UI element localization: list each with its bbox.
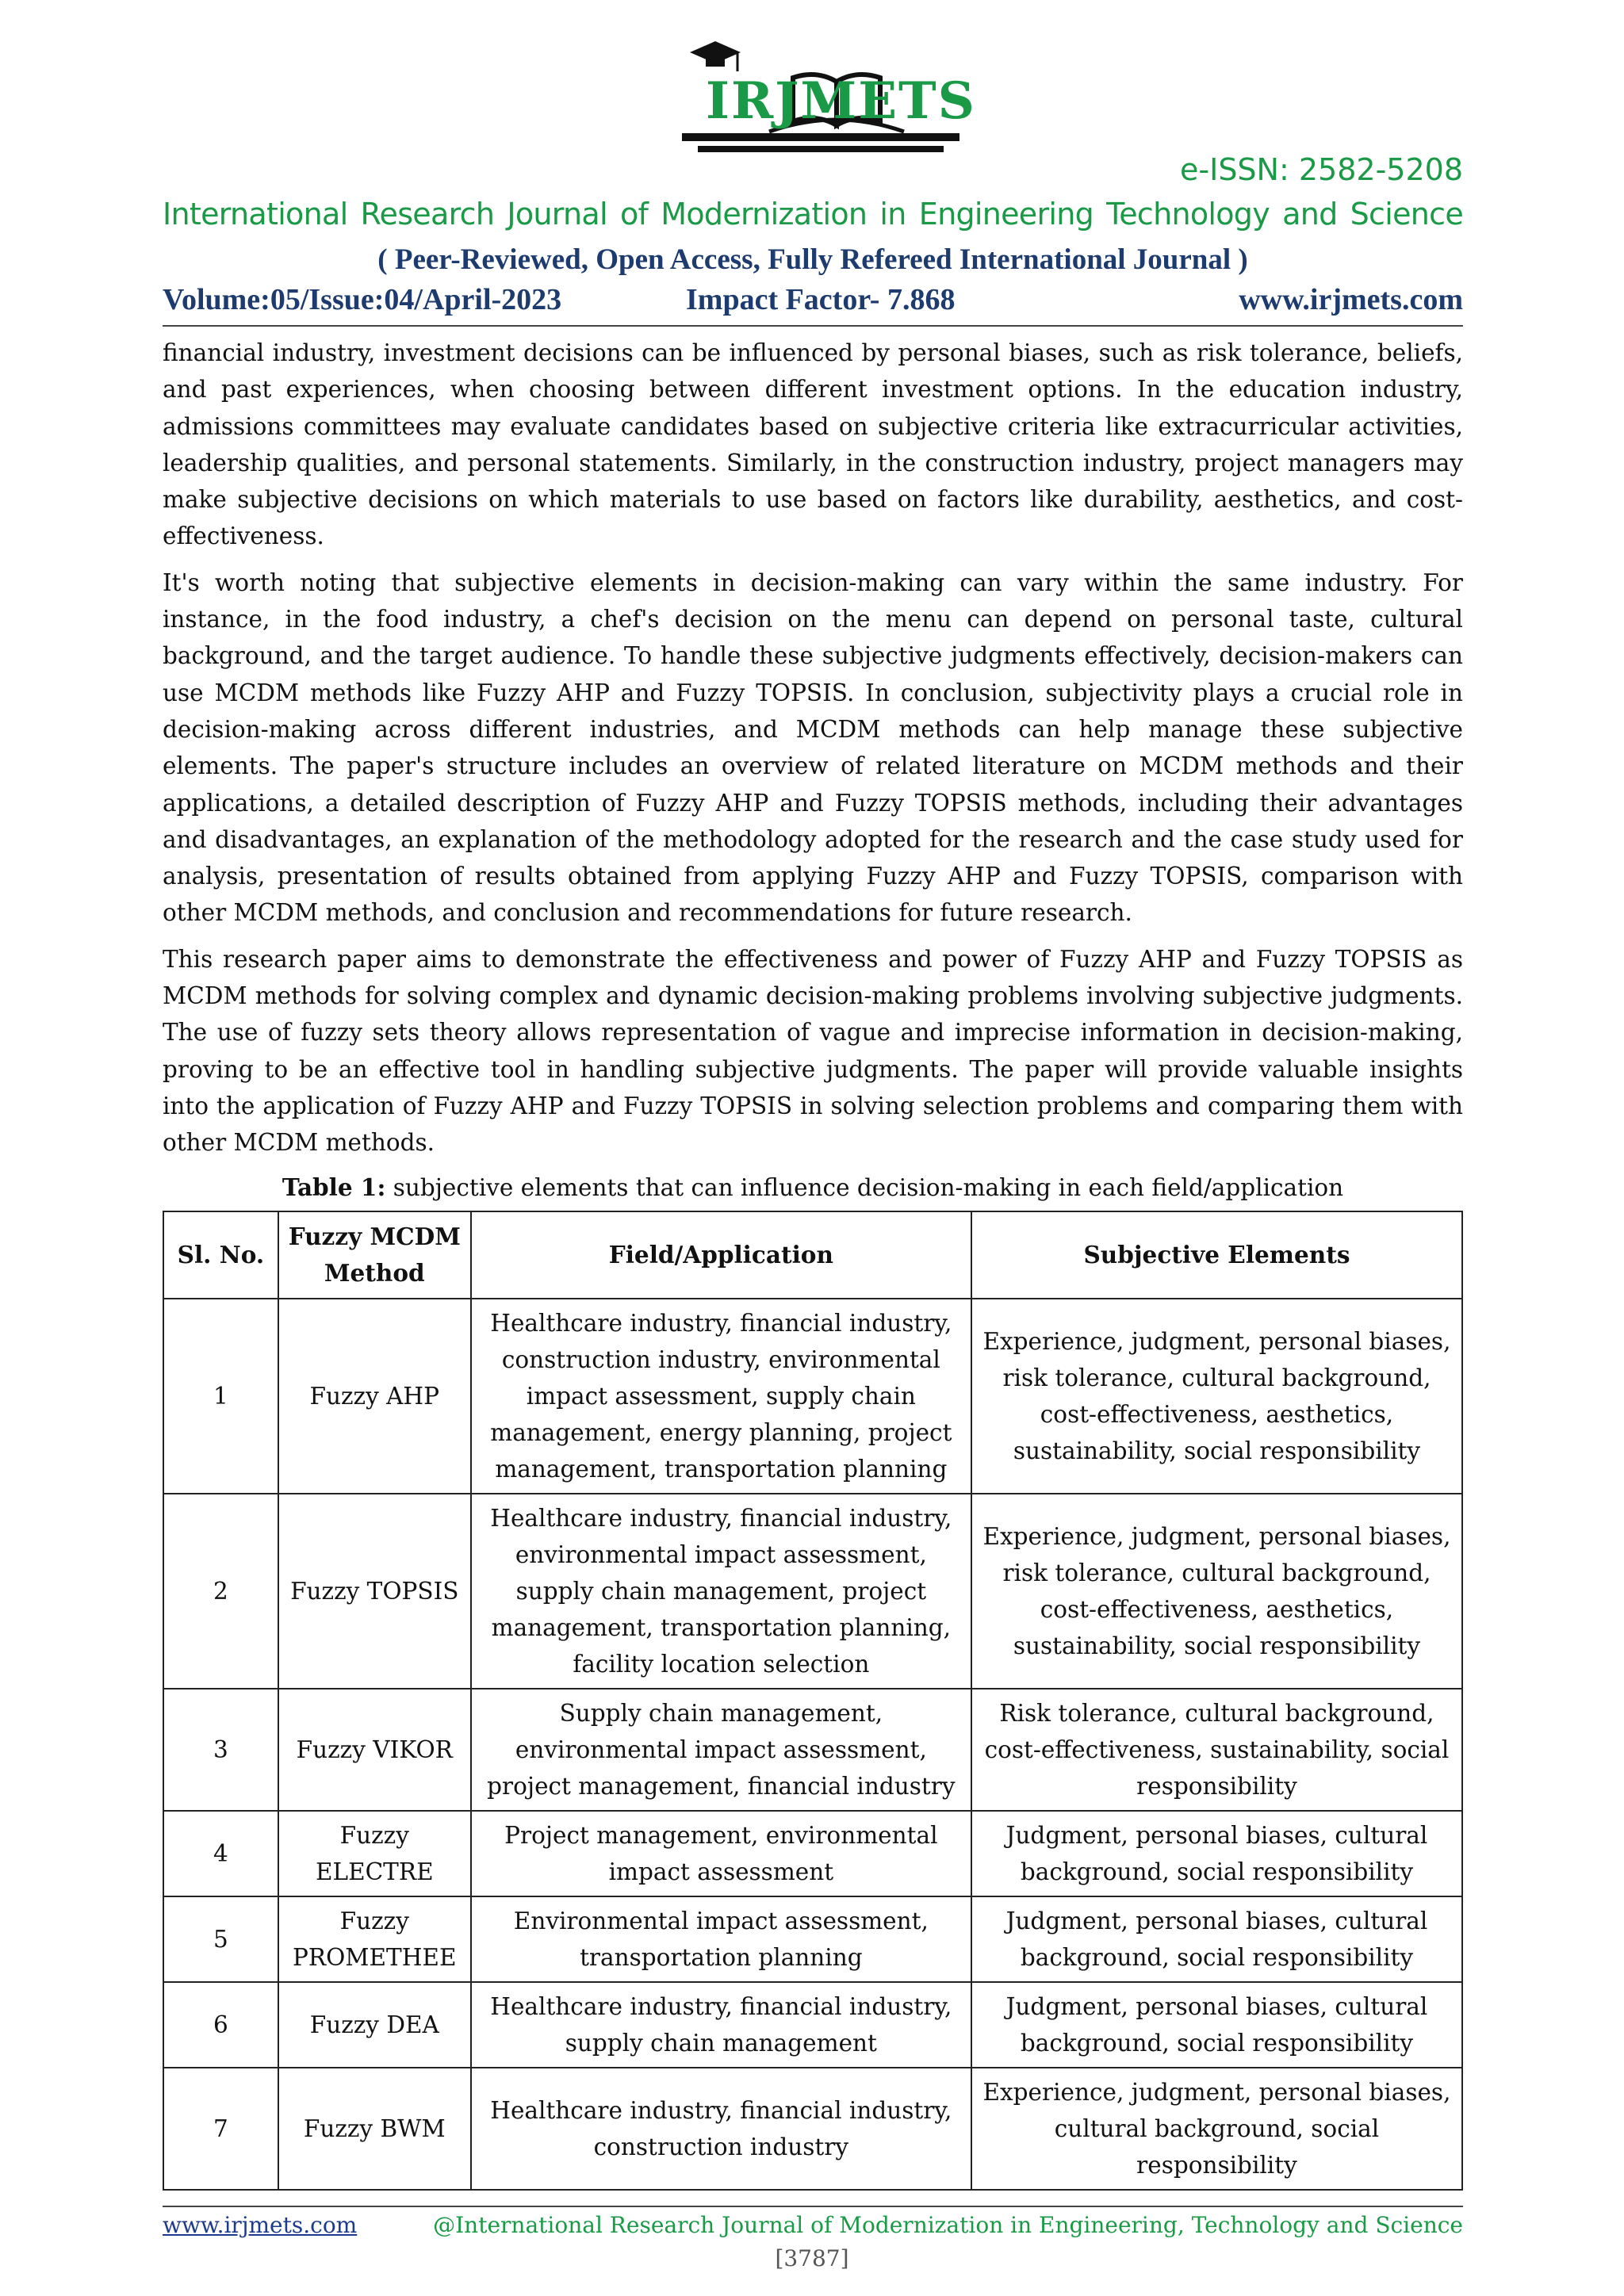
footer-copyright: @International Research Journal of Modernization in Engineering, Technology and Science [433,2212,1463,2238]
table-caption-text: subjective elements that can influence decision-making in each field/application [385,1173,1344,1201]
table-caption [163,1171,1463,1204]
journal-logo [674,30,976,173]
cell-method: Fuzzy PROMETHEE [278,1896,471,1982]
journal-title: International Research Journal of Modernization in Engineering Technology and Science [163,197,1463,232]
header-method: Fuzzy MCDM Method [278,1211,471,1299]
table-row [163,1896,1462,1982]
footer-website-link[interactable]: www.irjmets.com [163,2212,358,2238]
cell-sl-no: 4 [163,1811,278,1896]
cell-sl-no: 2 [163,1494,278,1689]
logo-text: IRJMETS [706,71,976,131]
paragraph: This research paper aims to demonstrate the effectiveness and power of Fuzzy AHP and Fuzzy TOPSIS as MCDM methods for solving complex and dynamic decision-making problems involving subjective judgments. The use of fuzzy sets theory allows representation of vague and imprecise information in decision-making, proving to be an effective tool in handling subjective judgments. The paper will provide valuable insights into the application of Fuzzy AHP and Fuzzy TOPSIS in solving selection problems and comparing them with other MCDM methods. [163,945,1463,1157]
cell-subjective: Judgment, personal biases, cultural background, social responsibility [971,1811,1462,1896]
cell-field: Supply chain management, environmental impact assessment, project management, financial industry [471,1689,971,1811]
cell-sl-no: 1 [163,1299,278,1494]
table-row [163,1299,1462,1494]
peer-review-line: ( Peer-Reviewed, Open Access, Fully Refereed International Journal ) [377,243,1248,276]
header-field: Field/Application [471,1211,971,1299]
cell-field: Healthcare industry, financial industry, environmental impact assessment, supply chain management, project management, transportation planning, facility location selection [471,1494,971,1689]
table-row [163,1982,1462,2068]
eissn: e-ISSN: 2582-5208 [1180,152,1463,187]
subjective-elements-table [163,1211,1463,2191]
volume-issue: Volume:05/Issue:04/April-2023 [163,283,562,316]
paragraph: It's worth noting that subjective elements in decision-making can vary within the same industry. For instance, in the food industry, a chef's decision on the menu can depend on personal taste, cultural background, and the target audience. To handle these subjective judgments effectively, decision-makers can use MCDM methods like Fuzzy AHP and Fuzzy TOPSIS. In conclusion, subjectivity plays a crucial role in decision-making across different industries, and MCDM methods can help manage these subjective elements. The paper's structure includes an overview of related literature on MCDM methods and their applications, a detailed description of Fuzzy AHP and Fuzzy TOPSIS methods, including their advantages and disadvantages, an explanation of the methodology adopted for the research and the case study used for analysis, presentation of results obtained from applying Fuzzy AHP and Fuzzy TOPSIS, comparison with other MCDM methods, and conclusion and recommendations for future research. [163,568,1463,927]
paragraph: financial industry, investment decisions can be influenced by personal biases, such as risk tolerance, beliefs, and past experiences, when choosing between different investment options. In the education industry, admissions committees may evaluate candidates based on subjective criteria like extracurricular activities, leadership qualities, and personal statements. Similarly, in the construction industry, project managers may make subjective decisions on which materials to use based on factors like durability, aesthetics, and cost-effectiveness. [163,339,1463,550]
cell-field: Healthcare industry, financial industry, construction industry [471,2068,971,2190]
cell-method: Fuzzy TOPSIS [278,1494,471,1689]
cell-field: Healthcare industry, financial industry, construction industry, environmental impact assessment, supply chain management, energy planning, project management, transportation planning [471,1299,971,1494]
header-sl-no: Sl. No. [163,1211,278,1299]
cell-subjective: Risk tolerance, cultural background, cost-effectiveness, sustainability, social responsibility [971,1689,1462,1811]
article-body [163,335,1463,2191]
footer-divider [163,2206,1463,2207]
table-caption-label: Table 1: [282,1173,386,1201]
page-number: [3787] [775,2245,849,2271]
impact-factor: Impact Factor- 7.868 [686,283,956,316]
cell-method: Fuzzy AHP [278,1299,471,1494]
header-divider [163,325,1463,327]
cell-method: Fuzzy BWM [278,2068,471,2190]
cell-subjective: Judgment, personal biases, cultural background, social responsibility [971,1982,1462,2068]
header-subjective: Subjective Elements [971,1211,1462,1299]
cell-field: Project management, environmental impact assessment [471,1811,971,1896]
cell-sl-no: 6 [163,1982,278,2068]
table-row [163,1689,1462,1811]
cell-sl-no: 7 [163,2068,278,2190]
cell-method: Fuzzy DEA [278,1982,471,2068]
volume-row [163,282,1463,320]
table-row [163,2068,1462,2190]
cell-subjective: Experience, judgment, personal biases, risk tolerance, cultural background, cost-effectiveness, aesthetics, sustainability, social responsibility [971,1299,1462,1494]
cell-method: Fuzzy VIKOR [278,1689,471,1811]
cell-method: Fuzzy ELECTRE [278,1811,471,1896]
cell-subjective: Judgment, personal biases, cultural background, social responsibility [971,1896,1462,1982]
header-website[interactable]: www.irjmets.com [1239,283,1463,316]
cell-subjective: Experience, judgment, personal biases, risk tolerance, cultural background, cost-effectiveness, aesthetics, sustainability, social responsibility [971,1494,1462,1689]
table-row [163,1494,1462,1689]
table-row [163,1811,1462,1896]
cell-subjective: Experience, judgment, personal biases, cultural background, social responsibility [971,2068,1462,2190]
cell-sl-no: 3 [163,1689,278,1811]
cell-field: Healthcare industry, financial industry, supply chain management [471,1982,971,2068]
table-header-row [163,1211,1462,1299]
cell-field: Environmental impact assessment, transportation planning [471,1896,971,1982]
cell-sl-no: 5 [163,1896,278,1982]
